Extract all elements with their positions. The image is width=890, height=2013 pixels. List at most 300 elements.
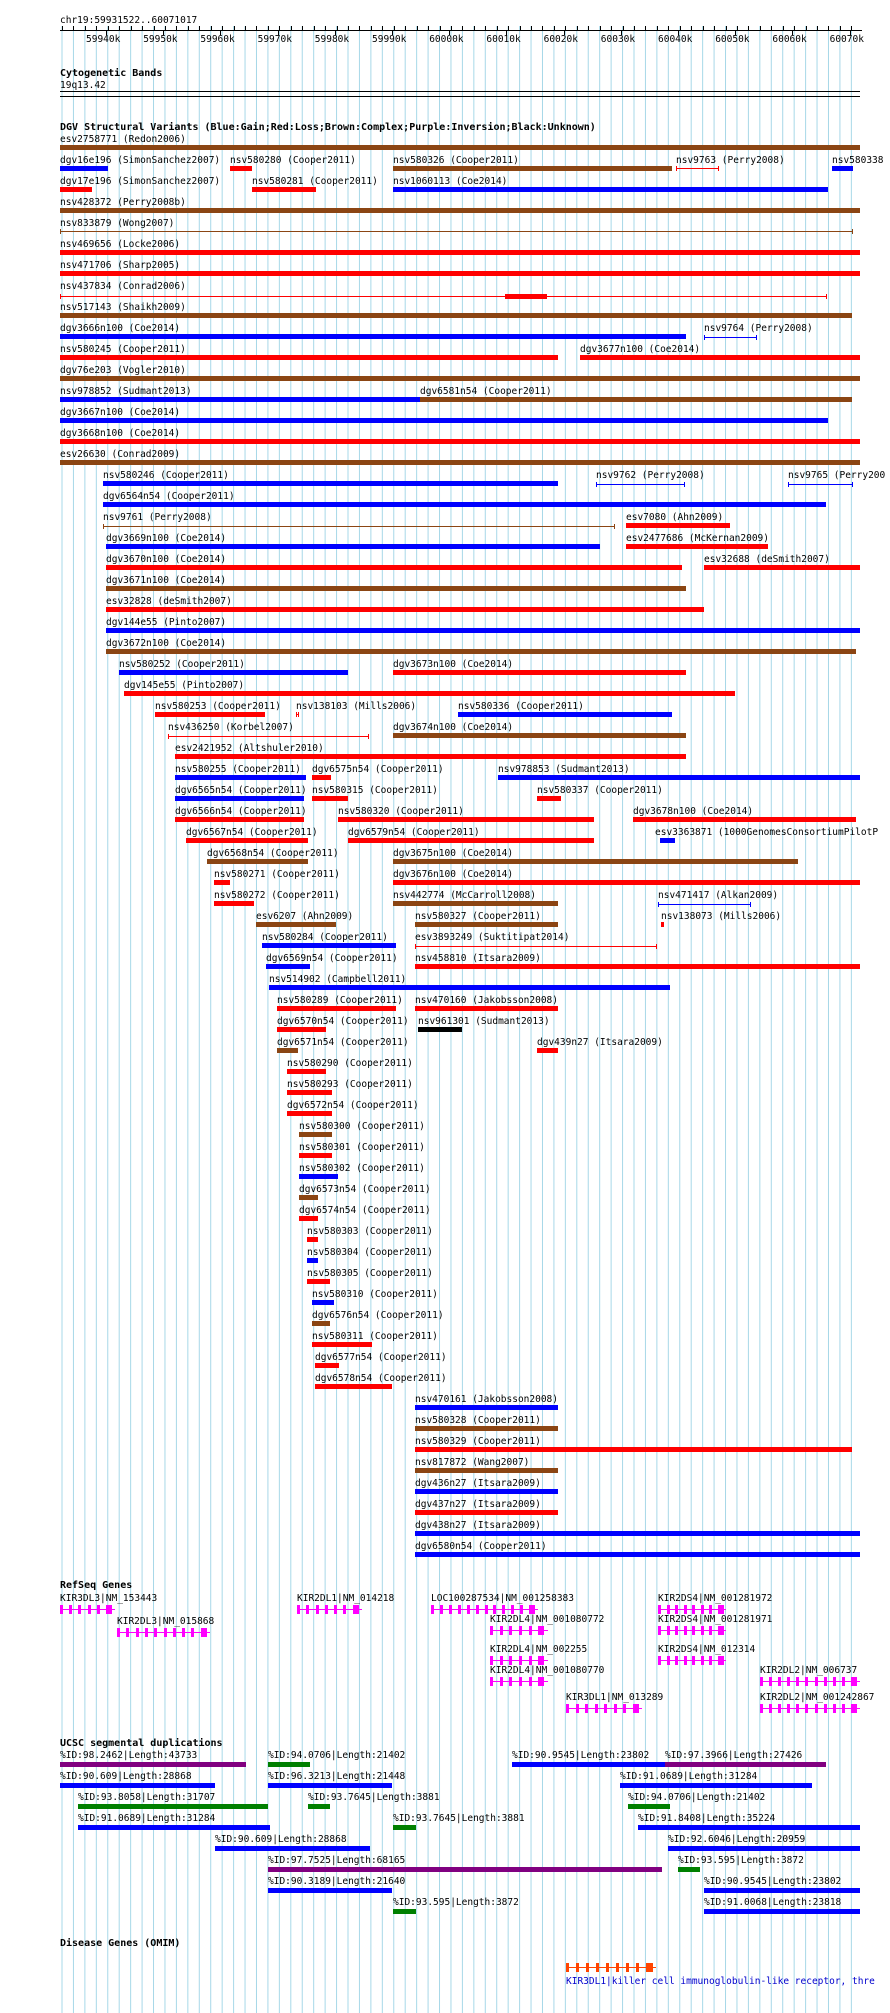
dgv-variant-bar[interactable]	[537, 796, 561, 801]
dgv-variant-label[interactable]: esv26630 (Conrad2009)	[60, 449, 181, 460]
dgv-variant-bar-thin[interactable]	[658, 904, 750, 905]
refseq-gene-exon[interactable]	[692, 1656, 695, 1665]
refseq-gene-exon[interactable]	[667, 1626, 670, 1635]
dgv-variant-label[interactable]: dgv6575n54 (Cooper2011)	[312, 764, 444, 775]
dgv-variant-label[interactable]: nsv470160 (Jakobsson2008)	[415, 995, 558, 1006]
omim-gene-label[interactable]: KIR3DL1|killer cell immunoglobulin-like receptor, thre	[566, 1976, 875, 1987]
segdup-bar[interactable]	[704, 1888, 860, 1893]
dgv-variant-bar[interactable]	[537, 1048, 558, 1053]
dgv-variant-label[interactable]: dgv3678n100 (Coe2014)	[633, 806, 754, 817]
omim-gene-glyph[interactable]	[566, 1960, 656, 1974]
dgv-variant-label[interactable]: dgv436n27 (Itsara2009)	[415, 1478, 541, 1489]
refseq-gene-exon[interactable]	[718, 1626, 724, 1635]
dgv-variant-bar-thin[interactable]	[415, 946, 656, 947]
refseq-gene-exon[interactable]	[815, 1704, 818, 1713]
segdup-bar[interactable]	[665, 1762, 826, 1767]
dgv-variant-bar[interactable]	[155, 712, 265, 717]
refseq-gene-exon[interactable]	[692, 1626, 695, 1635]
refseq-gene-exon[interactable]	[154, 1628, 157, 1637]
dgv-variant-bar[interactable]	[498, 775, 860, 780]
segdup-label[interactable]: %ID:91.0689|Length:31284	[620, 1771, 758, 1782]
dgv-variant-label[interactable]: nsv580315 (Cooper2011)	[312, 785, 438, 796]
refseq-gene-label[interactable]: KIR2DS4|NM_001281971	[658, 1614, 773, 1625]
refseq-gene-exon[interactable]	[493, 1605, 496, 1614]
refseq-gene-exon[interactable]	[297, 1605, 300, 1614]
refseq-gene-label[interactable]: KIR2DL4|NM_001080770	[490, 1665, 605, 1676]
dgv-variant-label[interactable]: dgv3675n100 (Coe2014)	[393, 848, 514, 859]
refseq-gene-exon[interactable]	[614, 1704, 617, 1713]
refseq-gene-exon[interactable]	[833, 1704, 836, 1713]
segdup-track-title[interactable]: UCSC segmental duplications	[60, 1738, 223, 1749]
dgv-variant-bar[interactable]	[415, 1006, 558, 1011]
dgv-variant-bar[interactable]	[106, 565, 682, 570]
dgv-variant-bar-thin[interactable]	[704, 337, 756, 338]
dgv-variant-bar[interactable]	[315, 1384, 392, 1389]
dgv-variant-label[interactable]: esv2758771 (Redon2006)	[60, 134, 186, 145]
dgv-variant-label[interactable]: nsv9765 (Perry200	[788, 470, 886, 481]
segdup-bar[interactable]	[620, 1783, 812, 1788]
refseq-gene-exon[interactable]	[538, 1677, 544, 1686]
dgv-variant-bar[interactable]	[307, 1279, 330, 1284]
refseq-gene-exon[interactable]	[106, 1605, 112, 1614]
refseq-gene-exon[interactable]	[529, 1605, 535, 1614]
dgv-variant-bar[interactable]	[106, 544, 600, 549]
refseq-gene-exon[interactable]	[440, 1605, 443, 1614]
dgv-variant-bar[interactable]	[60, 376, 860, 381]
dgv-variant-bar[interactable]	[661, 922, 664, 927]
dgv-variant-bar[interactable]	[266, 964, 310, 969]
refseq-gene-intron[interactable]	[760, 1681, 860, 1682]
dgv-variant-label[interactable]: nsv580328 (Cooper2011)	[415, 1415, 541, 1426]
dgv-variant-label[interactable]: nsv469656 (Locke2006)	[60, 239, 181, 250]
dgv-variant-label[interactable]: nsv580253 (Cooper2011)	[155, 701, 281, 712]
segdup-bar[interactable]	[78, 1825, 270, 1830]
refseq-gene-exon[interactable]	[325, 1605, 328, 1614]
segdup-label[interactable]: %ID:90.3189|Length:21640	[268, 1876, 406, 1887]
refseq-gene-exon[interactable]	[60, 1605, 63, 1614]
dgv-variant-label[interactable]: dgv437n27 (Itsara2009)	[415, 1499, 541, 1510]
dgv-variant-bar[interactable]	[312, 1342, 372, 1347]
refseq-gene-exon[interactable]	[675, 1656, 678, 1665]
segdup-label[interactable]: %ID:94.0706|Length:21402	[628, 1792, 766, 1803]
refseq-gene-exon[interactable]	[796, 1677, 799, 1686]
dgv-variant-label[interactable]: nsv580300 (Cooper2011)	[299, 1121, 425, 1132]
refseq-gene-exon[interactable]	[490, 1626, 493, 1635]
dgv-variant-label[interactable]: esv2421952 (Altshuler2010)	[175, 743, 324, 754]
dgv-variant-bar[interactable]	[214, 901, 254, 906]
segdup-bar[interactable]	[393, 1909, 416, 1914]
dgv-variant-label[interactable]: esv32828 (deSmith2007)	[106, 596, 232, 607]
refseq-gene-exon[interactable]	[718, 1605, 724, 1614]
dgv-variant-bar[interactable]	[106, 628, 860, 633]
refseq-gene-exon[interactable]	[709, 1605, 712, 1614]
refseq-gene-exon[interactable]	[824, 1677, 827, 1686]
omim-gene-exon[interactable]	[616, 1963, 619, 1972]
dgv-variant-label[interactable]: dgv3670n100 (Coe2014)	[106, 554, 227, 565]
dgv-variant-bar[interactable]	[60, 355, 558, 360]
refseq-gene-exon[interactable]	[136, 1628, 139, 1637]
refseq-gene-exon[interactable]	[476, 1605, 479, 1614]
dgv-variant-label[interactable]: dgv6579n54 (Cooper2011)	[348, 827, 480, 838]
dgv-variant-bar[interactable]	[207, 859, 308, 864]
refseq-gene-exon[interactable]	[805, 1704, 808, 1713]
segdup-bar[interactable]	[512, 1762, 690, 1767]
dgv-variant-bar[interactable]	[704, 565, 860, 570]
dgv-variant-label[interactable]: nsv978853 (Sudmant2013)	[498, 764, 630, 775]
dgv-variant-bar[interactable]	[60, 418, 828, 423]
refseq-gene-label[interactable]: KIR2DL3|NM_015868	[117, 1616, 215, 1627]
dgv-variant-bar[interactable]	[312, 1321, 330, 1326]
segdup-label[interactable]: %ID:90.9545|Length:23802	[512, 1750, 650, 1761]
refseq-gene-exon[interactable]	[490, 1656, 493, 1665]
refseq-gene-exon[interactable]	[529, 1656, 532, 1665]
refseq-gene-exon[interactable]	[833, 1677, 836, 1686]
refseq-track-title[interactable]: RefSeq Genes	[60, 1580, 133, 1591]
dgv-variant-bar[interactable]	[186, 838, 308, 843]
dgv-variant-label[interactable]: nsv580280 (Cooper2011)	[230, 155, 356, 166]
refseq-gene-exon[interactable]	[343, 1605, 346, 1614]
segdup-bar[interactable]	[215, 1846, 370, 1851]
cytoband-track-title[interactable]: Cytogenetic Bands	[60, 68, 163, 79]
refseq-gene-exon[interactable]	[701, 1605, 704, 1614]
dgv-variant-bar[interactable]	[269, 985, 670, 990]
dgv-variant-bar[interactable]	[60, 439, 860, 444]
dgv-variant-bar[interactable]	[287, 1069, 326, 1074]
refseq-gene-exon[interactable]	[709, 1656, 712, 1665]
omim-gene-exon[interactable]	[626, 1963, 629, 1972]
dgv-variant-label[interactable]: dgv144e55 (Pinto2007)	[106, 617, 227, 628]
dgv-variant-label[interactable]: nsv580320 (Cooper2011)	[338, 806, 464, 817]
dgv-variant-bar[interactable]	[60, 313, 852, 318]
refseq-gene-label[interactable]: LOC100287534|NM_001258383	[431, 1593, 574, 1604]
refseq-gene-exon[interactable]	[519, 1656, 522, 1665]
segdup-label[interactable]: %ID:98.2462|Length:43733	[60, 1750, 198, 1761]
dgv-variant-bar[interactable]	[277, 1048, 298, 1053]
dgv-variant-label[interactable]: nsv9761 (Perry2008)	[103, 512, 212, 523]
dgv-variant-label[interactable]: nsv436250 (Korbel2007)	[168, 722, 294, 733]
dgv-variant-label[interactable]: nsv580304 (Cooper2011)	[307, 1247, 433, 1258]
dgv-variant-bar[interactable]	[277, 1006, 396, 1011]
segdup-label[interactable]: %ID:91.0689|Length:31284	[78, 1813, 216, 1824]
dgv-variant-bar[interactable]	[103, 502, 826, 507]
dgv-variant-bar[interactable]	[106, 607, 704, 612]
refseq-gene-exon[interactable]	[509, 1656, 512, 1665]
omim-gene-intron[interactable]	[566, 1967, 656, 1968]
dgv-variant-bar[interactable]	[60, 271, 860, 276]
dgv-variant-bar[interactable]	[626, 523, 730, 528]
dgv-variant-bar[interactable]	[393, 901, 558, 906]
dgv-variant-bar[interactable]	[299, 1195, 318, 1200]
refseq-gene-exon[interactable]	[667, 1605, 670, 1614]
dgv-variant-bar[interactable]	[299, 1174, 338, 1179]
segdup-label[interactable]: %ID:91.0068|Length:23818	[704, 1897, 842, 1908]
refseq-gene-label[interactable]: KIR3DL1|NM_013289	[566, 1692, 664, 1703]
dgv-variant-label[interactable]: nsv428372 (Perry2008b)	[60, 197, 186, 208]
dgv-variant-label[interactable]: dgv6581n54 (Cooper2011)	[420, 386, 552, 397]
dgv-variant-bar-thin[interactable]	[60, 296, 826, 297]
dgv-variant-bar[interactable]	[832, 166, 853, 171]
segdup-bar[interactable]	[393, 1825, 416, 1830]
refseq-gene-exon[interactable]	[467, 1605, 470, 1614]
refseq-gene-exon[interactable]	[316, 1605, 319, 1614]
dgv-variant-label[interactable]: nsv138073 (Mills2006)	[661, 911, 782, 922]
dgv-variant-label[interactable]: dgv6568n54 (Cooper2011)	[207, 848, 339, 859]
refseq-gene-exon[interactable]	[529, 1677, 532, 1686]
dgv-variant-bar[interactable]	[458, 712, 672, 717]
refseq-gene-exon[interactable]	[760, 1704, 763, 1713]
refseq-gene-exon[interactable]	[842, 1704, 845, 1713]
dgv-variant-bar[interactable]	[415, 1552, 860, 1557]
refseq-gene-exon[interactable]	[538, 1626, 544, 1635]
refseq-gene-exon[interactable]	[485, 1605, 488, 1614]
dgv-variant-bar[interactable]	[175, 817, 304, 822]
dgv-variant-label[interactable]: nsv817872 (Wang2007)	[415, 1457, 530, 1468]
dgv-variant-label[interactable]: nsv9764 (Perry2008)	[704, 323, 813, 334]
refseq-gene-exon[interactable]	[490, 1677, 493, 1686]
dgv-variant-bar[interactable]	[418, 1027, 462, 1032]
dgv-variant-bar[interactable]	[299, 1132, 332, 1137]
refseq-gene-exon[interactable]	[769, 1677, 772, 1686]
dgv-variant-bar[interactable]	[252, 187, 316, 192]
segdup-label[interactable]: %ID:91.8408|Length:35224	[638, 1813, 776, 1824]
dgv-variant-label[interactable]: nsv580271 (Cooper2011)	[214, 869, 340, 880]
dgv-variant-label[interactable]: dgv6564n54 (Cooper2011)	[103, 491, 235, 502]
refseq-gene-label[interactable]: KIR2DL4|NM_002255	[490, 1644, 588, 1655]
omim-gene-exon[interactable]	[606, 1963, 609, 1972]
dgv-variant-bar[interactable]	[60, 397, 420, 402]
refseq-gene-exon[interactable]	[796, 1704, 799, 1713]
dgv-variant-label[interactable]: dgv3669n100 (Coe2014)	[106, 533, 227, 544]
dgv-variant-bar[interactable]	[393, 880, 860, 885]
dgv-variant-bar[interactable]	[660, 838, 675, 843]
dgv-variant-bar-thin[interactable]	[676, 168, 718, 169]
dgv-variant-label[interactable]: esv3363871 (1000GenomesConsortiumPilotP	[655, 827, 879, 838]
dgv-variant-bar[interactable]	[119, 670, 348, 675]
refseq-gene-exon[interactable]	[787, 1704, 790, 1713]
refseq-gene-exon[interactable]	[69, 1605, 72, 1614]
omim-gene-exon[interactable]	[586, 1963, 589, 1972]
refseq-gene-exon[interactable]	[633, 1704, 639, 1713]
dgv-variant-label[interactable]: nsv580272 (Cooper2011)	[214, 890, 340, 901]
segdup-bar[interactable]	[668, 1846, 860, 1851]
refseq-gene-exon[interactable]	[117, 1628, 120, 1637]
dgv-variant-bar[interactable]	[415, 1510, 558, 1515]
dgv-variant-label[interactable]: nsv514902 (Campbell2011)	[269, 974, 407, 985]
dgv-variant-label[interactable]: nsv978852 (Sudmant2013)	[60, 386, 192, 397]
dgv-variant-label[interactable]: dgv6571n54 (Cooper2011)	[277, 1037, 409, 1048]
refseq-gene-exon[interactable]	[604, 1704, 607, 1713]
dgv-variant-bar[interactable]	[60, 145, 860, 150]
dgv-variant-label[interactable]: nsv517143 (Shaikh2009)	[60, 302, 186, 313]
refseq-gene-exon[interactable]	[576, 1704, 579, 1713]
refseq-gene-exon[interactable]	[509, 1626, 512, 1635]
dgv-variant-bar[interactable]	[393, 670, 686, 675]
dgv-variant-label[interactable]: nsv580305 (Cooper2011)	[307, 1268, 433, 1279]
refseq-gene-exon[interactable]	[805, 1677, 808, 1686]
refseq-gene-exon[interactable]	[511, 1605, 514, 1614]
dgv-variant-label[interactable]: nsv580255 (Cooper2011)	[175, 764, 301, 775]
refseq-gene-exon[interactable]	[520, 1605, 523, 1614]
dgv-variant-bar[interactable]	[277, 1027, 326, 1032]
dgv-variant-label[interactable]: nsv580310 (Cooper2011)	[312, 1289, 438, 1300]
dgv-variant-label[interactable]: nsv580301 (Cooper2011)	[299, 1142, 425, 1153]
refseq-gene-label[interactable]: KIR2DL2|NM_001242867	[760, 1692, 875, 1703]
dgv-variant-label[interactable]: nsv580336 (Cooper2011)	[458, 701, 584, 712]
refseq-gene-exon[interactable]	[519, 1677, 522, 1686]
refseq-gene-exon[interactable]	[145, 1628, 148, 1637]
segdup-label[interactable]: %ID:93.595|Length:3872	[393, 1897, 519, 1908]
refseq-gene-exon[interactable]	[191, 1628, 194, 1637]
dgv-variant-label[interactable]: dgv6580n54 (Cooper2011)	[415, 1541, 547, 1552]
refseq-gene-exon[interactable]	[88, 1605, 91, 1614]
dgv-variant-label[interactable]: dgv6570n54 (Cooper2011)	[277, 1016, 409, 1027]
omim-gene-exon[interactable]	[636, 1963, 639, 1972]
dgv-variant-label[interactable]: dgv3674n100 (Coe2014)	[393, 722, 514, 733]
dgv-variant-bar[interactable]	[299, 1216, 318, 1221]
dgv-variant-label[interactable]: nsv580293 (Cooper2011)	[287, 1079, 413, 1090]
refseq-gene-label[interactable]: KIR2DL4|NM_001080772	[490, 1614, 605, 1625]
dgv-variant-label[interactable]: nsv580290 (Cooper2011)	[287, 1058, 413, 1069]
dgv-variant-label[interactable]: esv7080 (Ahn2009)	[626, 512, 724, 523]
dgv-variant-bar[interactable]	[262, 943, 396, 948]
refseq-gene-exon[interactable]	[595, 1704, 598, 1713]
dgv-variant-label[interactable]: dgv17e196 (SimonSanchez2007)	[60, 176, 221, 187]
dgv-variant-label[interactable]: dgv3673n100 (Coe2014)	[393, 659, 514, 670]
dgv-variant-label[interactable]: nsv471417 (Alkan2009)	[658, 890, 779, 901]
dgv-variant-bar[interactable]	[60, 460, 860, 465]
omim-gene-exon[interactable]	[566, 1963, 569, 1972]
dgv-variant-bar[interactable]	[348, 838, 594, 843]
dgv-variant-bar[interactable]	[256, 922, 336, 927]
dgv-variant-label[interactable]: dgv145e55 (Pinto2007)	[124, 680, 245, 691]
segdup-label[interactable]: %ID:90.609|Length:28868	[60, 1771, 192, 1782]
dgv-variant-bar[interactable]	[60, 208, 860, 213]
dgv-variant-bar[interactable]	[338, 817, 594, 822]
segdup-bar[interactable]	[678, 1867, 700, 1872]
dgv-variant-bar[interactable]	[393, 166, 672, 171]
dgv-variant-label[interactable]: nsv580246 (Cooper2011)	[103, 470, 229, 481]
dgv-variant-label[interactable]: dgv6573n54 (Cooper2011)	[299, 1184, 431, 1195]
refseq-gene-exon[interactable]	[684, 1605, 687, 1614]
refseq-gene-label[interactable]: KIR2DL2|NM_006737	[760, 1665, 858, 1676]
refseq-gene-label[interactable]: KIR2DL1|NM_014218	[297, 1593, 395, 1604]
dgv-variant-label[interactable]: nsv580252 (Cooper2011)	[119, 659, 245, 670]
refseq-gene-exon[interactable]	[500, 1626, 503, 1635]
dgv-variant-label[interactable]: nsv580303 (Cooper2011)	[307, 1226, 433, 1237]
refseq-gene-exon[interactable]	[684, 1626, 687, 1635]
refseq-gene-exon[interactable]	[842, 1677, 845, 1686]
omim-gene-exon[interactable]	[576, 1963, 579, 1972]
dgv-variant-label[interactable]: esv32688 (deSmith2007)	[704, 554, 830, 565]
dgv-variant-bar[interactable]	[307, 1237, 318, 1242]
segdup-label[interactable]: %ID:94.0706|Length:21402	[268, 1750, 406, 1761]
segdup-bar[interactable]	[60, 1762, 246, 1767]
dgv-variant-label[interactable]: dgv3671n100 (Coe2014)	[106, 575, 227, 586]
refseq-gene-label[interactable]: KIR2DS4|NM_012314	[658, 1644, 756, 1655]
dgv-variant-label[interactable]: nsv9762 (Perry2008)	[596, 470, 705, 481]
refseq-gene-exon[interactable]	[787, 1677, 790, 1686]
dgv-variant-bar[interactable]	[415, 1447, 852, 1452]
refseq-gene-exon[interactable]	[566, 1704, 569, 1713]
dgv-variant-bar[interactable]	[580, 355, 860, 360]
dgv-variant-label[interactable]: dgv6576n54 (Cooper2011)	[312, 1310, 444, 1321]
dgv-variant-label[interactable]: nsv580338	[832, 155, 884, 166]
dgv-variant-bar[interactable]	[60, 187, 92, 192]
dgv-variant-bar[interactable]	[60, 166, 108, 171]
dgv-variant-label[interactable]: dgv16e196 (SimonSanchez2007)	[60, 155, 221, 166]
dgv-variant-bar[interactable]	[299, 1153, 332, 1158]
refseq-gene-exon[interactable]	[164, 1628, 167, 1637]
refseq-gene-exon[interactable]	[509, 1677, 512, 1686]
refseq-gene-exon[interactable]	[500, 1677, 503, 1686]
dgv-variant-label[interactable]: nsv458810 (Itsara2009)	[415, 953, 541, 964]
refseq-gene-exon[interactable]	[692, 1605, 695, 1614]
dgv-variant-label[interactable]: esv3893249 (Suktitipat2014)	[415, 932, 570, 943]
refseq-gene-intron[interactable]	[760, 1708, 860, 1709]
refseq-gene-exon[interactable]	[658, 1656, 661, 1665]
dgv-variant-bar[interactable]	[214, 880, 230, 885]
dgv-variant-bar[interactable]	[230, 166, 252, 171]
refseq-gene-exon[interactable]	[173, 1628, 176, 1637]
refseq-gene-exon[interactable]	[718, 1656, 724, 1665]
dgv-variant-bar[interactable]	[60, 250, 860, 255]
dgv-variant-bar[interactable]	[103, 481, 558, 486]
dgv-variant-bar[interactable]	[124, 691, 735, 696]
dgv-variant-label[interactable]: dgv6574n54 (Cooper2011)	[299, 1205, 431, 1216]
segdup-bar[interactable]	[628, 1804, 670, 1809]
refseq-gene-exon[interactable]	[538, 1656, 544, 1665]
dgv-variant-bar[interactable]	[415, 964, 860, 969]
dgv-variant-label[interactable]: nsv580302 (Cooper2011)	[299, 1163, 425, 1174]
dgv-variant-label[interactable]: dgv439n27 (Itsara2009)	[537, 1037, 663, 1048]
segdup-bar[interactable]	[60, 1783, 215, 1788]
dgv-variant-label[interactable]: dgv3666n100 (Coe2014)	[60, 323, 181, 334]
dgv-variant-label[interactable]: nsv580326 (Cooper2011)	[393, 155, 519, 166]
segdup-bar[interactable]	[268, 1888, 392, 1893]
refseq-gene-exon[interactable]	[778, 1704, 781, 1713]
segdup-bar[interactable]	[268, 1783, 392, 1788]
dgv-variant-label[interactable]: nsv580327 (Cooper2011)	[415, 911, 541, 922]
refseq-gene-label[interactable]: KIR3DL3|NM_153443	[60, 1593, 158, 1604]
dgv-variant-bar[interactable]	[175, 754, 686, 759]
dgv-variant-bar-thin[interactable]	[103, 526, 614, 527]
dgv-variant-label[interactable]: dgv6569n54 (Cooper2011)	[266, 953, 398, 964]
dgv-variant-bar[interactable]	[106, 649, 856, 654]
refseq-gene-exon[interactable]	[97, 1605, 100, 1614]
refseq-gene-exon[interactable]	[778, 1677, 781, 1686]
segdup-bar[interactable]	[268, 1762, 310, 1767]
segdup-label[interactable]: %ID:97.7525|Length:68165	[268, 1855, 406, 1866]
refseq-gene-exon[interactable]	[201, 1628, 207, 1637]
dgv-variant-bar[interactable]	[415, 1405, 558, 1410]
segdup-bar[interactable]	[78, 1804, 268, 1809]
refseq-gene-exon[interactable]	[585, 1704, 588, 1713]
dgv-variant-label[interactable]: nsv580245 (Cooper2011)	[60, 344, 186, 355]
dgv-variant-label[interactable]: dgv3668n100 (Coe2014)	[60, 428, 181, 439]
dgv-variant-label[interactable]: dgv6577n54 (Cooper2011)	[315, 1352, 447, 1363]
dgv-variant-label[interactable]: dgv3676n100 (Coe2014)	[393, 869, 514, 880]
refseq-gene-exon[interactable]	[519, 1626, 522, 1635]
dgv-variant-label[interactable]: nsv833879 (Wong2007)	[60, 218, 175, 229]
dgv-variant-bar[interactable]	[106, 586, 686, 591]
refseq-gene-exon[interactable]	[701, 1626, 704, 1635]
dgv-variant-label[interactable]: nsv580284 (Cooper2011)	[262, 932, 388, 943]
dgv-variant-label[interactable]: nsv471706 (Sharp2005)	[60, 260, 181, 271]
refseq-gene-exon[interactable]	[500, 1656, 503, 1665]
segdup-label[interactable]: %ID:97.3966|Length:27426	[665, 1750, 803, 1761]
refseq-gene-label[interactable]: KIR2DS4|NM_001281972	[658, 1593, 773, 1604]
refseq-gene-exon[interactable]	[182, 1628, 185, 1637]
